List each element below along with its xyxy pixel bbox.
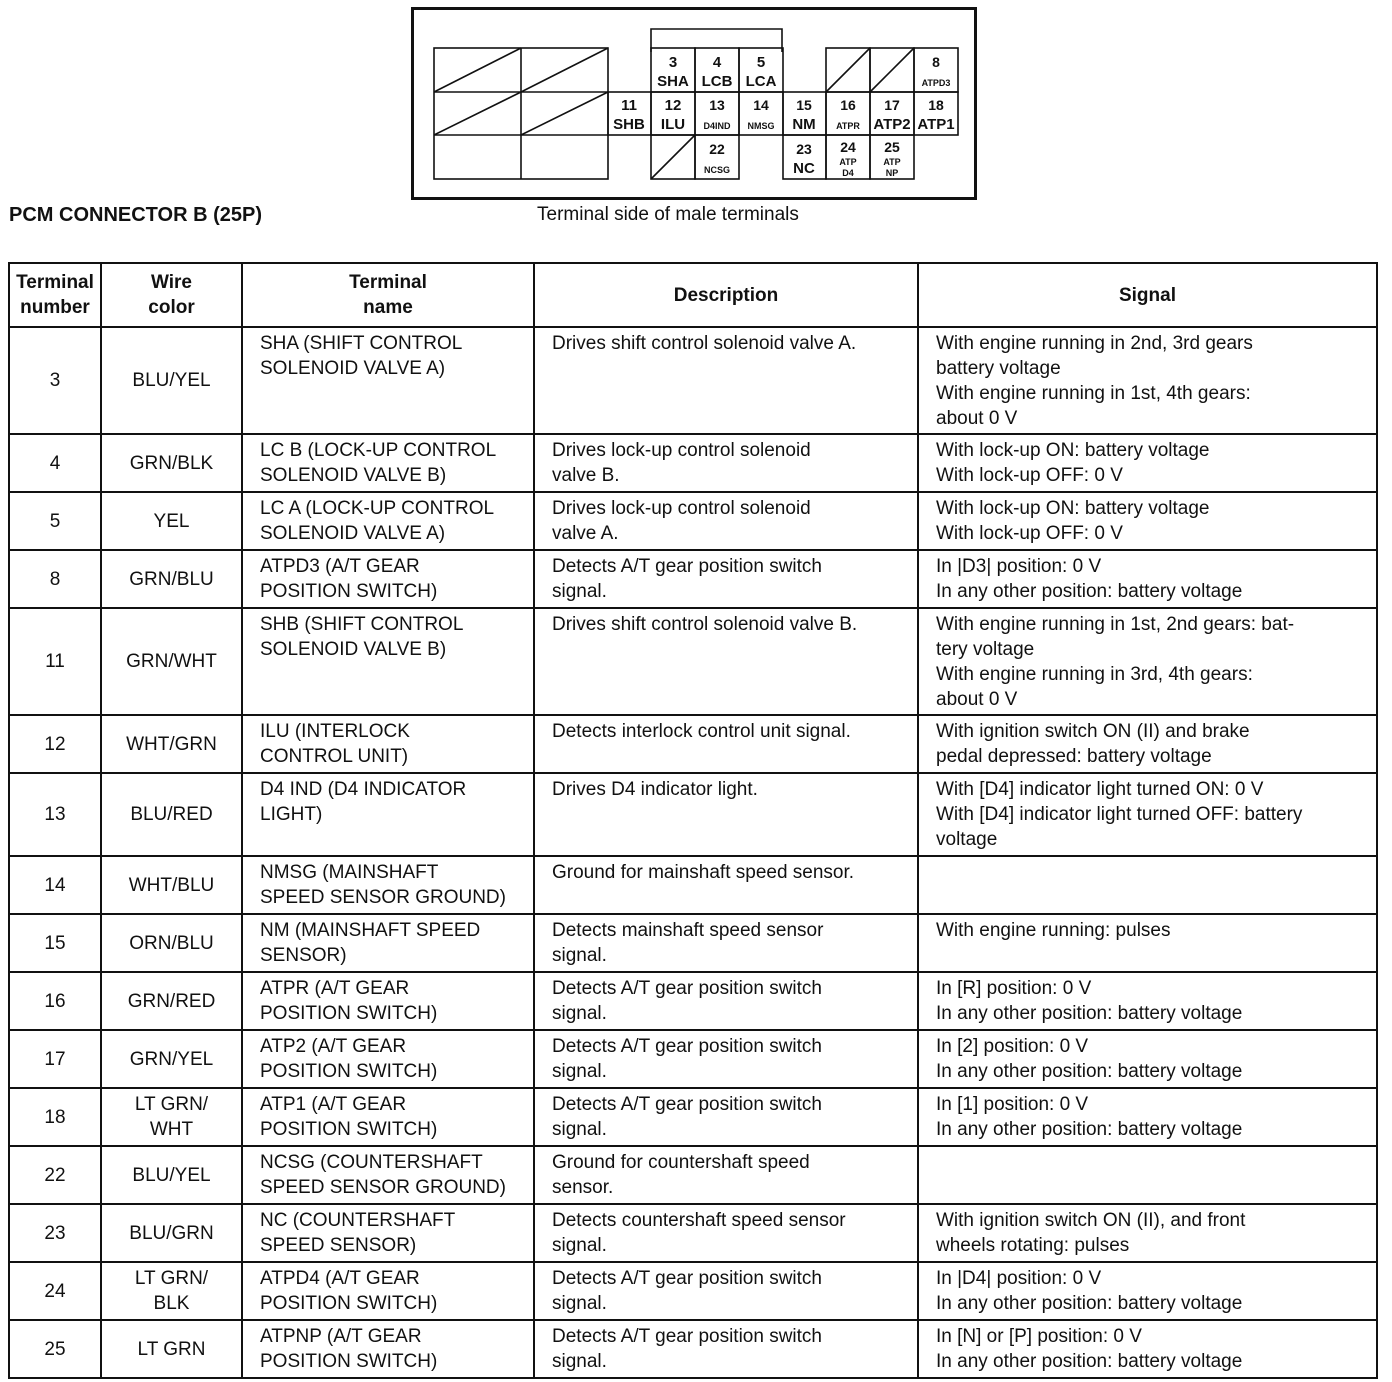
table-row [9, 434, 1377, 492]
terminal-number-label: 3 [668, 54, 678, 71]
signal-cell: In [N] or [P] position: 0 V In any other position: battery voltage [918, 1320, 1377, 1378]
table-row [9, 972, 1377, 1030]
signal-cell [918, 856, 1377, 914]
terminal-number-cell: 8 [9, 550, 101, 608]
signal-cell: With engine running: pulses [918, 914, 1377, 972]
wire-color-cell: GRN/BLU [101, 550, 242, 608]
terminal-number-cell: 24 [9, 1262, 101, 1320]
terminal-number-label: 23 [796, 141, 812, 157]
terminal-number-cell: 23 [9, 1204, 101, 1262]
terminal-number-cell: 18 [9, 1088, 101, 1146]
description-cell: Detects A/T gear position switch signal. [534, 1320, 918, 1378]
wire-color-cell: GRN/RED [101, 972, 242, 1030]
signal-cell: In [R] position: 0 V In any other position: battery voltage [918, 972, 1377, 1030]
terminal-number-cell: 3 [9, 327, 101, 434]
description-cell: Detects A/T gear position switch signal. [534, 1088, 918, 1146]
terminal-number-label: 15 [796, 97, 812, 113]
description-cell: Detects A/T gear position switch signal. [534, 1030, 918, 1088]
description-cell: Detects A/T gear position switch signal. [534, 972, 918, 1030]
signal-cell: With ignition switch ON (II), and front wheels rotating: pulses [918, 1204, 1377, 1262]
terminal-number-cell: 11 [9, 608, 101, 715]
terminal-name-label: LCA [745, 73, 777, 90]
wire-color-cell: YEL [101, 492, 242, 550]
table-row [9, 1262, 1377, 1320]
description-cell: Drives shift control solenoid valve B. [534, 608, 918, 715]
signal-cell: With lock-up ON: battery voltage With lock-up OFF: 0 V [918, 434, 1377, 492]
signal-cell: With engine running in 1st, 2nd gears: bat- tery voltage With engine running in 3rd, 4th gears: about 0 V [918, 608, 1377, 715]
signal-cell: With engine running in 2nd, 3rd gears battery voltage With engine running in 1st, 4th gears: about 0 V [918, 327, 1377, 434]
terminal-name-label: ATPR [836, 121, 860, 131]
terminal-name-cell: ATPD3 (A/T GEAR POSITION SWITCH) [242, 550, 534, 608]
description-cell: Detects A/T gear position switch signal. [534, 1262, 918, 1320]
description-cell: Drives lock-up control solenoid valve B. [534, 434, 918, 492]
terminal-name-label: ATPD3 [921, 78, 951, 88]
table-row [9, 1088, 1377, 1146]
wire-color-cell: LT GRN/ WHT [101, 1088, 242, 1146]
table-row [9, 327, 1377, 434]
terminal-name-label: ATP NP [883, 157, 901, 178]
table-row [9, 1320, 1377, 1378]
header-description: Description [534, 263, 918, 327]
table-row [9, 856, 1377, 914]
description-cell: Detects A/T gear position switch signal. [534, 550, 918, 608]
header-name: Terminal name [242, 263, 534, 327]
terminal-name-cell: SHB (SHIFT CONTROL SOLENOID VALVE B) [242, 608, 534, 715]
terminal-name-label: NC [793, 160, 815, 177]
terminal-name-cell: NM (MAINSHAFT SPEED SENSOR) [242, 914, 534, 972]
wire-color-cell: BLU/YEL [101, 327, 242, 434]
header-wire: Wire color [101, 263, 242, 327]
terminal-name-label: SHB [613, 116, 645, 133]
terminal-number-label: 22 [709, 141, 725, 157]
terminal-name-label: NMSG [747, 121, 775, 131]
terminal-number-label: 25 [884, 139, 900, 155]
pin-table [8, 262, 1378, 1379]
terminal-number-label: 4 [712, 54, 722, 71]
terminal-number-cell: 25 [9, 1320, 101, 1378]
signal-cell [918, 1146, 1377, 1204]
header-signal: Signal [918, 263, 1377, 327]
terminal-number-cell: 22 [9, 1146, 101, 1204]
wire-color-cell: GRN/BLK [101, 434, 242, 492]
description-cell: Ground for mainshaft speed sensor. [534, 856, 918, 914]
terminal-number-cell: 14 [9, 856, 101, 914]
wire-color-cell: WHT/GRN [101, 715, 242, 773]
description-cell: Drives shift control solenoid valve A. [534, 327, 918, 434]
terminal-name-cell: LC A (LOCK-UP CONTROL SOLENOID VALVE A) [242, 492, 534, 550]
terminal-name-label: NCSG [703, 165, 731, 175]
description-cell: Detects interlock control unit signal. [534, 715, 918, 773]
terminal-name-cell: SHA (SHIFT CONTROL SOLENOID VALVE A) [242, 327, 534, 434]
page-title: PCM CONNECTOR B (25P) [9, 204, 262, 226]
wire-color-cell: GRN/WHT [101, 608, 242, 715]
terminal-number-cell: 4 [9, 434, 101, 492]
description-cell: Ground for countershaft speed sensor. [534, 1146, 918, 1204]
table-row [9, 550, 1377, 608]
terminal-number-cell: 12 [9, 715, 101, 773]
description-cell: Detects mainshaft speed sensor signal. [534, 914, 918, 972]
terminal-number-label: 18 [928, 97, 944, 113]
terminal-name-cell: ATP1 (A/T GEAR POSITION SWITCH) [242, 1088, 534, 1146]
signal-cell: In |D4| position: 0 V In any other position: battery voltage [918, 1262, 1377, 1320]
terminal-number-cell: 16 [9, 972, 101, 1030]
terminal-name-cell: NC (COUNTERSHAFT SPEED SENSOR) [242, 1204, 534, 1262]
signal-cell: In |D3| position: 0 V In any other position: battery voltage [918, 550, 1377, 608]
terminal-name-label: LCB [701, 73, 733, 90]
terminal-name-label: ATP2 [873, 116, 911, 133]
table-row [9, 608, 1377, 715]
terminal-name-cell: ILU (INTERLOCK CONTROL UNIT) [242, 715, 534, 773]
wire-color-cell: BLU/YEL [101, 1146, 242, 1204]
wire-color-cell: BLU/RED [101, 773, 242, 856]
signal-cell: With ignition switch ON (II) and brake pedal depressed: battery voltage [918, 715, 1377, 773]
wire-color-cell: WHT/BLU [101, 856, 242, 914]
terminal-number-label: 5 [756, 54, 766, 71]
table-row [9, 715, 1377, 773]
table-header-row [9, 263, 1377, 327]
terminal-number-label: 14 [753, 97, 769, 113]
terminal-name-cell: ATPR (A/T GEAR POSITION SWITCH) [242, 972, 534, 1030]
connector-drawing [414, 10, 974, 197]
signal-cell: With [D4] indicator light turned ON: 0 V With [D4] indicator light turned OFF: battery voltage [918, 773, 1377, 856]
wire-color-cell: LT GRN/ BLK [101, 1262, 242, 1320]
terminal-number-label: 17 [884, 97, 900, 113]
terminal-name-cell: LC B (LOCK-UP CONTROL SOLENOID VALVE B) [242, 434, 534, 492]
terminal-name-label: SHA [657, 73, 689, 90]
wire-color-cell: GRN/YEL [101, 1030, 242, 1088]
terminal-number-cell: 15 [9, 914, 101, 972]
table-row [9, 492, 1377, 550]
description-cell: Detects countershaft speed sensor signal. [534, 1204, 918, 1262]
terminal-name-label: D4IND [703, 121, 731, 131]
connector-diagram [411, 7, 977, 200]
terminal-number-cell: 13 [9, 773, 101, 856]
wire-color-cell: ORN/BLU [101, 914, 242, 972]
table-row [9, 1204, 1377, 1262]
terminal-name-cell: ATPNP (A/T GEAR POSITION SWITCH) [242, 1320, 534, 1378]
signal-cell: In [2] position: 0 V In any other position: battery voltage [918, 1030, 1377, 1088]
terminal-name-label: ILU [660, 116, 686, 133]
wire-color-cell: BLU/GRN [101, 1204, 242, 1262]
description-cell: Drives D4 indicator light. [534, 773, 918, 856]
header-terminal: Terminal number [9, 263, 101, 327]
terminal-number-cell: 17 [9, 1030, 101, 1088]
diagram-caption: Terminal side of male terminals [537, 204, 799, 225]
signal-cell: With lock-up ON: battery voltage With lock-up OFF: 0 V [918, 492, 1377, 550]
table-row [9, 1030, 1377, 1088]
terminal-name-cell: ATPD4 (A/T GEAR POSITION SWITCH) [242, 1262, 534, 1320]
table-row [9, 914, 1377, 972]
description-cell: Drives lock-up control solenoid valve A. [534, 492, 918, 550]
terminal-name-cell: D4 IND (D4 INDICATOR LIGHT) [242, 773, 534, 856]
table-row [9, 1146, 1377, 1204]
terminal-number-cell: 5 [9, 492, 101, 550]
terminal-number-label: 24 [840, 139, 856, 155]
terminal-number-label: 12 [664, 97, 682, 114]
table-row [9, 773, 1377, 856]
signal-cell: In [1] position: 0 V In any other position: battery voltage [918, 1088, 1377, 1146]
terminal-number-label: 11 [621, 97, 637, 114]
terminal-name-cell: NCSG (COUNTERSHAFT SPEED SENSOR GROUND) [242, 1146, 534, 1204]
terminal-name-cell: NMSG (MAINSHAFT SPEED SENSOR GROUND) [242, 856, 534, 914]
terminal-number-label: 16 [840, 97, 856, 113]
terminal-name-label: ATP D4 [839, 157, 857, 178]
terminal-name-label: ATP1 [917, 116, 955, 133]
terminal-name-label: NM [792, 116, 816, 133]
terminal-name-cell: ATP2 (A/T GEAR POSITION SWITCH) [242, 1030, 534, 1088]
wire-color-cell: LT GRN [101, 1320, 242, 1378]
terminal-number-label: 8 [932, 54, 940, 70]
terminal-number-label: 13 [709, 97, 725, 113]
